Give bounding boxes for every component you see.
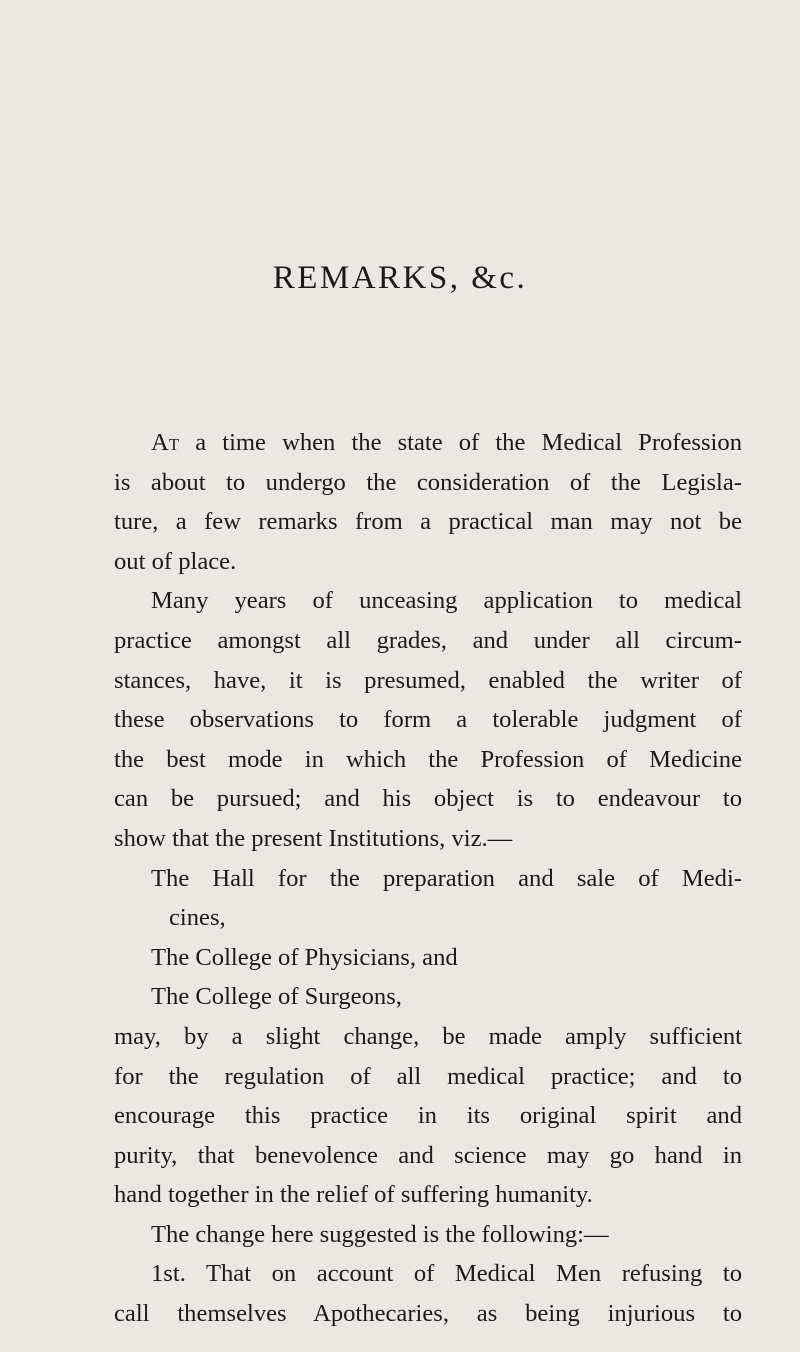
list-item-surgeons xyxy=(114,977,742,1017)
text-line: The Hall for the preparation and sale of Medi- xyxy=(151,864,742,892)
text-line: these observations to form a tolerable judgment of xyxy=(114,706,742,734)
body-text xyxy=(114,423,742,1334)
text-line: stances, have, it is presumed, enabled the writer of xyxy=(114,666,742,694)
paragraph-first-point xyxy=(114,1254,742,1333)
drop-lead-word: At xyxy=(151,429,180,456)
text-line: ture, a few remarks from a practical man may not be xyxy=(114,508,742,536)
text-line: is about to undergo the consideration of the Legisla- xyxy=(114,468,742,496)
list-item-hall xyxy=(114,859,742,938)
list-item-physicians xyxy=(114,938,742,978)
text-line: Many years of unceasing application to medical xyxy=(151,587,742,615)
text-line: purity, that benevolence and science may go hand in xyxy=(114,1141,742,1169)
text-line: The College of Physicians, and xyxy=(151,943,458,971)
text-line: encourage this practice in its original spirit and xyxy=(114,1102,742,1130)
text-line: The change here suggested is the following:— xyxy=(151,1220,609,1248)
text-line: can be pursued; and his object is to endeavour to xyxy=(114,785,742,813)
text-line xyxy=(114,423,742,463)
text-line: the best mode in which the Profession of Medicine xyxy=(114,745,742,773)
text-line: hand together in the relief of suffering humanity. xyxy=(114,1181,593,1209)
text-line: call themselves Apothecaries, as being injurious to xyxy=(114,1300,742,1328)
text-line: may, by a slight change, be made amply sufficient xyxy=(114,1022,742,1050)
text-line: The College of Surgeons, xyxy=(151,983,402,1011)
text-line: practice amongst all grades, and under all circum- xyxy=(114,626,742,654)
text-line: cines, xyxy=(169,904,226,932)
paragraph-change xyxy=(114,1017,742,1215)
text-line-rest: a time when the state of the Medical Profession xyxy=(179,429,742,456)
paragraph-intro xyxy=(114,423,742,581)
page-title: REMARKS, &c. xyxy=(272,260,528,296)
text-line: for the regulation of all medical practice; and to xyxy=(114,1062,742,1090)
paragraph-experience xyxy=(114,581,742,858)
text-line: show that the present Institutions, viz.— xyxy=(114,824,513,852)
text-line: out of place. xyxy=(114,547,237,575)
text-line: 1st. That on account of Medical Men refusing to xyxy=(151,1260,742,1288)
paragraph-following xyxy=(114,1215,742,1255)
